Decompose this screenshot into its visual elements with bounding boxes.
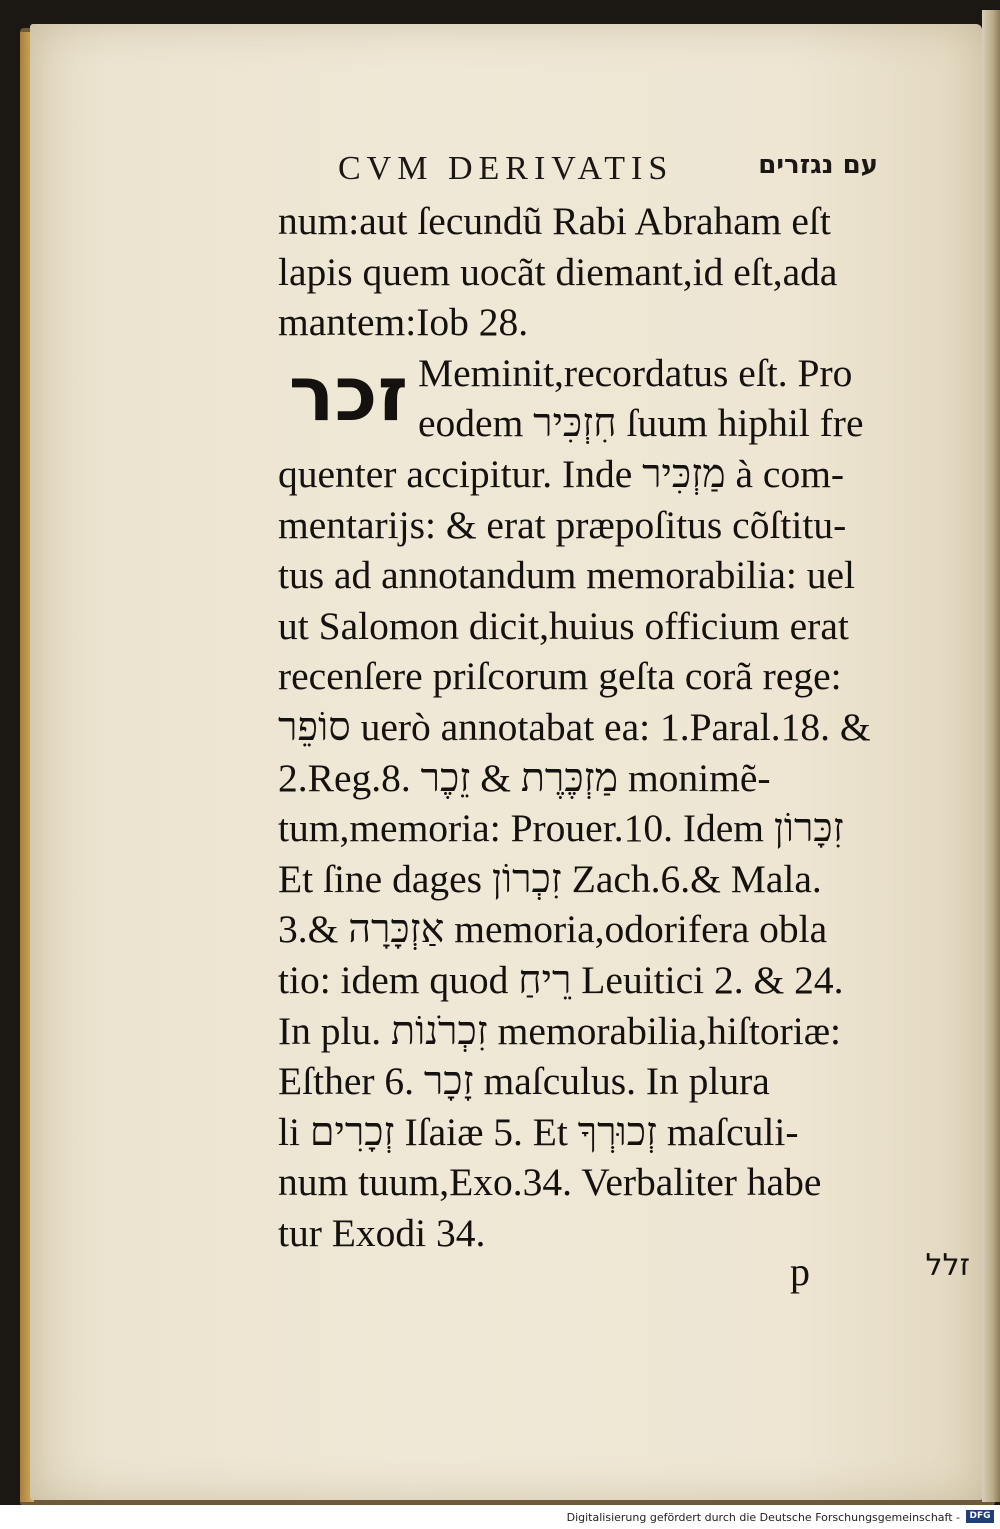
text-line: li זְכָרִים Iſaiæ 5. Et זְכוּרְךָ maſculi- <box>278 1109 799 1154</box>
text-line: סוֹפֵר uerò annotabat ea: 1.Paral.18. & <box>278 704 871 749</box>
text-line: ut Salomon dicit,huius officium erat <box>278 603 849 648</box>
text-line: Eſther 6. זָכָר maſculus. In plura <box>278 1059 770 1104</box>
text-line: mantem:Iob 28. <box>278 300 529 345</box>
digitization-credit-bar <box>0 1505 1000 1529</box>
running-header <box>338 150 878 194</box>
header-latin: CVM DERIVATIS <box>338 150 674 187</box>
text-line: tur Exodi 34. <box>278 1210 486 1255</box>
text-line: Et ſine dages זִכְרוֹן Zach.6.& Mala. <box>278 856 822 901</box>
page-right-edge <box>982 10 1000 1502</box>
catchword: זלל <box>925 1248 970 1283</box>
text-line: quenter accipitur. Inde מַזְכִּיר à com- <box>278 451 845 496</box>
signature-mark: p <box>790 1249 810 1294</box>
credit-text: Digitalisierung gefördert durch die Deutsche Forschungsgemeinschaft - <box>566 1511 960 1524</box>
text-line: num:aut ſecundũ Rabi Abraham eſt <box>278 199 831 243</box>
headword: זכר <box>288 349 408 438</box>
text-line: recenſere priſcorum geſta corã rege: <box>278 654 842 699</box>
text-line: mentarijs: & erat præpoſitus cõſtitu- <box>278 502 847 547</box>
dfg-logo: DFG <box>966 1510 994 1523</box>
header-hebrew: עם נגזרים <box>758 150 878 180</box>
text-line: tus ad annotandum memorabilia: uel <box>278 553 855 598</box>
page-footer <box>790 1248 970 1298</box>
text-line: num tuum,Exo.34. Verbaliter habe <box>278 1160 822 1205</box>
text-line: eodem חִזְכִּיר ſuum hiphil fre <box>418 401 864 446</box>
text-line: tio: idem quod רֵיחַ Leuitici 2. & 24. <box>278 957 844 1002</box>
text-line: lapis quem uocãt diemant,id eſt,ada <box>278 249 838 294</box>
text-line: In plu. זִכְרֹנוֹת memorabilia,hiſtoriæ: <box>278 1008 842 1053</box>
text-line: 2.Reg.8. מַזְכֶּרֶת & זֵכֶר monimẽ- <box>278 755 771 800</box>
text-line: 3.& אַזְכָּרָה memoria,odorifera obla <box>278 907 828 952</box>
body-text <box>278 196 968 1258</box>
text-line: tum,memoria: Prouer.10. Idem זִכָּרוֹן <box>278 806 844 851</box>
text-line: Meminit,recordatus eſt. Pro <box>418 350 853 395</box>
